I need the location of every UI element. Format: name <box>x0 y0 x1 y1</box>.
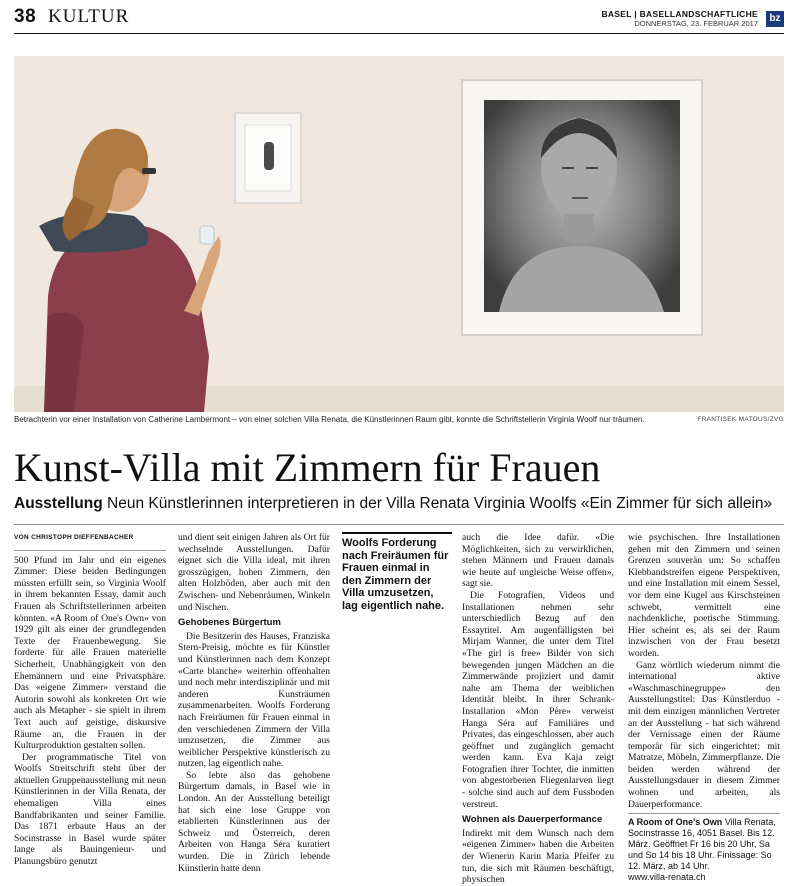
column-4 <box>462 532 614 886</box>
byline: VON CHRISTOPH DIEFFENBACHER <box>14 534 134 541</box>
section-title: KULTUR <box>48 6 130 27</box>
info-url[interactable]: www.villa-renata.ch <box>628 872 706 883</box>
subheading: Wohnen als Dauerperformance <box>462 814 603 826</box>
subhead-divider <box>14 524 784 525</box>
subheadline <box>14 495 772 513</box>
subheading: Gehobenes Bürgertum <box>178 617 281 629</box>
paragraph: und dient seit einigen Jahren als Ort für wechselnde Ausstellungen. Dafür eignet sich die Villa ideal, mit ihren grosszügigen, hohen Zimmern, den alten Holzböden, aber auch mit den Zwischen- und Nebenräumen, Winkeln und Nischen. <box>178 532 330 613</box>
info-box <box>628 813 780 883</box>
paragraph: Der programmatische Titel von Woolfs Streitschrift steht über der aktuellen Gruppenausstellung mit neun Künstlerinnen in der Villa Renata, der ehemaligen Villa eines Bandfabrikanten und seiner Familie. Das 1871 erbaute Haus an der Socinstrasse in Basel wurde später lange als Bauingenieur- und Planungsbüro genutzt <box>14 751 166 868</box>
byline-divider <box>14 550 166 551</box>
article-photo <box>14 56 784 412</box>
photo-caption: Betrachterin vor einer Installation von Catherine Lambermont – von einer solchen Villa Renata, die Künstlerinnen Raum gibt, konnte die Schriftstellerin Virginia Woolf nur träumen. <box>14 415 645 424</box>
paragraph: Die Besitzerin des Hauses, Franziska Stern-Preisig, möchte es für Künstler und Künstlerinnen nach dem Konzept «Carte blanche» weiterhin offenhalten und noch mehr interdisziplinär und mit anderen Kunsträumen zusammenarbeiten. Woolfs Forderung nach Freiräumen für Frauen einmal in den verschiedenen Zimmern der Villa umzusetzen, die Zimmer aus weiblicher Perspektive künstlerisch zu nutzen, lag eigentlich nahe. <box>178 630 330 770</box>
paragraph: Indirekt mit dem Wunsch nach dem «eigenen Zimmer» haben die Arbeiten der Wienerin Karin Maria Pfeifer zu tun, die sich mit Räumen beschäftigt, physischen <box>462 827 614 886</box>
small-frame <box>235 113 301 203</box>
paragraph: Ganz wörtlich wiederum nimmt die international aktive «Waschmaschinegruppe» den Ausstellungstitel: Das Künstlerduo - mit dem einzigen männlichen Vertreter an der Ausstellung - hat sich während der Vernissage einen der Räume temporär für sich eingerichtet: mit Matratze, Möbeln, Zimmerpflanze. Die beiden werden während der Ausstellungsdauer in diesem Zimmer wohnen und arbeiten, als Dauerperformance. <box>628 659 780 810</box>
kicker: Ausstellung <box>14 495 103 512</box>
gallery-scene <box>14 56 784 412</box>
paragraph: Die Fotografien, Videos und Installationen nehmen sehr unterschiedlich Bezug auf den Essaytitel. Am augenfälligsten bei Mirjam Wanner, die unter dem Titel «The girl is free» Bilder von sich bewegenden jungen Mädchen an die Zimmerwände projiziert und damit nahe am Thema der weiblichen Identität bleibt. In ihrer Schrank-Installation «Mon Père» verweist Hanga Séra auf Familiäres und Privates, das eingeschlossen, aber auch geöffnet und zugänglich gemacht werden kann. Eva Kaja zeigt Fotografien ihrer Tochter, die inmitten von abgestorbenen Fliegenlarven liegt - solche sind auch auf dem Fussboden verstreut. <box>462 589 614 810</box>
paper-name: BASEL | BASELLANDSCHAFTLICHE <box>601 9 758 19</box>
headline: Kunst-Villa mit Zimmern für Frauen <box>14 445 601 490</box>
paragraph: So lebte also das gehobene Bürgertum damals, in Basel wie in London. An der Ausstellung beteiligt hat sich eine lose Gruppe von etablierten Künstlerinnen aus der Schweiz und Österreich, deren Arbeiten von Hanga Séra kuratiert wurden. Die in Zürich lebende Künstlerin hatte denn <box>178 769 330 874</box>
info-text: Villa Renata, Socinstrasse 16, 4051 Basel. Bis 12. März. Geöffnet Fr 16 bis 20 Uhr, Sa und So 14 bis 18 Uhr. Finissage: So 12. März, ab 14 Uhr. <box>628 817 776 872</box>
column-5 <box>628 532 780 883</box>
column-1 <box>14 532 166 868</box>
paragraph: 500 Pfund im Jahr und ein eigenes Zimmer: Diese beiden Bedingungen müssten erfüllt sein, so Virginia Woolf in ihrem bekannten Essay, damit auch Frauen als Schriftstellerinnen arbeiten könnten. «A Room of One's Own» von 1929 gilt als einer der grundlegenden Texte der Frauenbewegung. Sie forderte für alle Frauen materielle Sicherheit, Unabhängigkeit von den Ehemännern und eine Privatsphäre. Das «eigene Zimmer» verstand die Autorin sowohl als konkreten Ort wie auch als Metapher - sie spielt in ihrem Text auch auf geistige, diskursive Räume an, die Frauen in der Kulturproduktion gestalten sollen. <box>14 554 166 752</box>
info-title: A Room of One's Own <box>628 817 723 828</box>
photo-credit: FRANTISEK MATOUS/ZVG <box>697 416 784 423</box>
column-2 <box>178 532 330 874</box>
pull-quote: Woolfs Forderung nach Freiräumen für Frauen einmal in den Zimmern der Villa umzusetzen, lag eigentlich nahe. <box>342 532 452 613</box>
subhead-text: Neun Künstlerinnen interpretieren in der Villa Renata Virginia Woolfs «Ein Zimmer für sich allein» <box>107 495 773 512</box>
masthead-info <box>601 9 758 29</box>
column-3 <box>342 532 452 613</box>
page-number: 38 <box>14 6 37 27</box>
header-divider <box>14 33 784 34</box>
paragraph: auch die Idee dafür. «Die Möglichkeiten, sich zu verwirklichen, stehen Männern und Frauen damals wie heute auf ungleiche Weise offen», sagt sie. <box>462 532 614 590</box>
issue-date: DONNERSTAG, 23. FEBRUAR 2017 <box>634 19 758 28</box>
paragraph: wie psychischen. Ihre Installationen gehen mit den Zimmern und seinen Grenzen souverän um: So schaffen Klebbandstreifen eigene Perspektiven, und eine Installation mit einem Sessel, vor dem eine Kugel aus Kirschsteinen schwebt, vermittelt eine nachdenkliche, poetische Stimmung. Hier scheint es, als sei der Raum inzwischen von der Frau besetzt worden. <box>628 532 780 659</box>
large-portrait-frame <box>462 80 702 335</box>
bz-logo-icon: bz <box>766 11 784 27</box>
